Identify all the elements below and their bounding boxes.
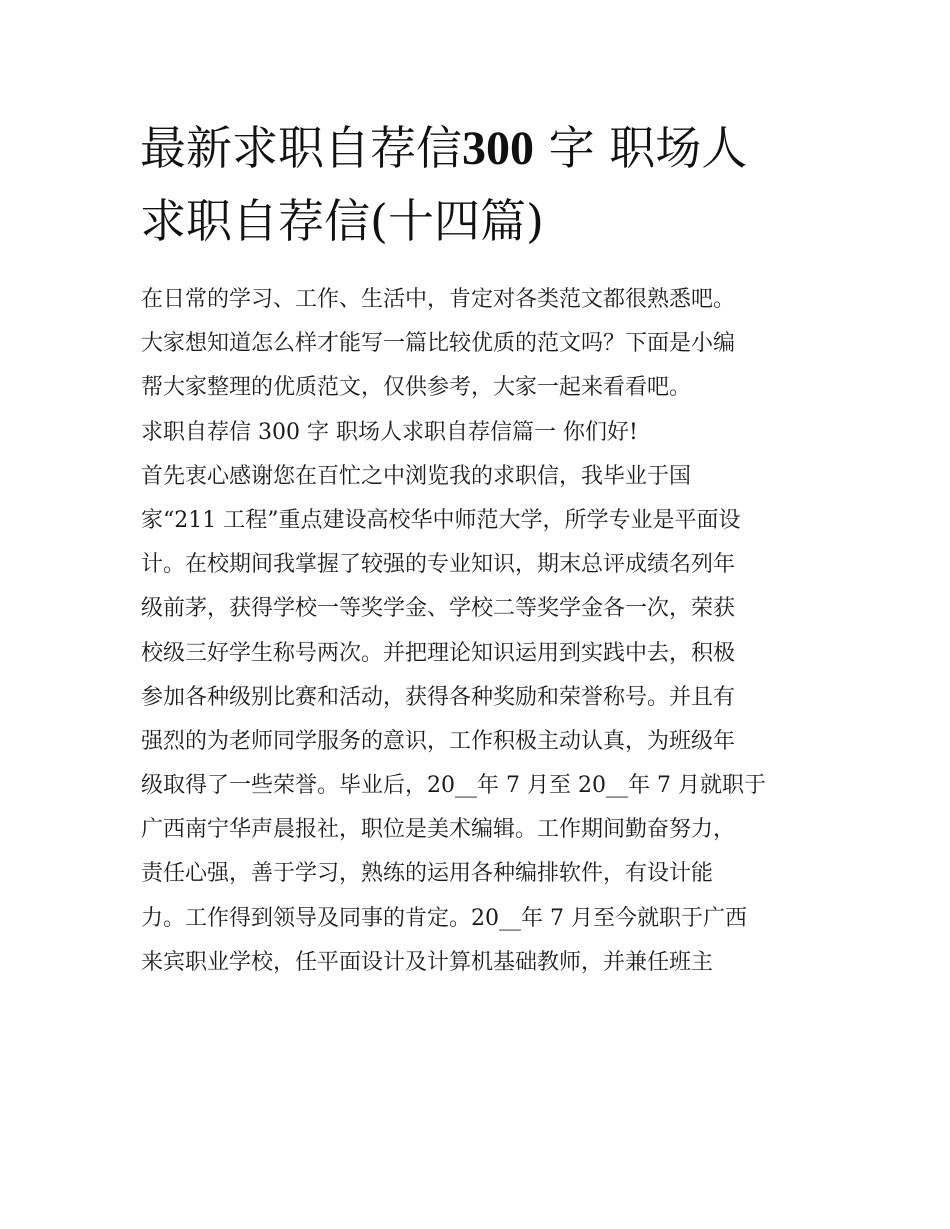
body-line: 级前茅，获得学校一等奖学金、学校二等奖学金各一次，荣获 xyxy=(141,596,736,622)
body-line: 首先衷心感谢您在百忙之中浏览我的求职信，我毕业于国 xyxy=(141,463,692,489)
body-line: 强烈的为老师同学服务的意识，工作积极主动认真，为班级年 xyxy=(141,728,736,754)
body-line: 来宾职业学校，任平面设计及计算机基础教师，并兼任班主 xyxy=(141,949,714,975)
body-line: 大家想知道怎么样才能写一篇比较优质的范文吗？下面是小编 xyxy=(141,331,736,357)
body-line: 在日常的学习、工作、生活中，肯定对各类范文都很熟悉吧。 xyxy=(141,287,736,312)
title-line-1-part-2: 字 职场人 xyxy=(534,121,748,175)
body-line: 责任心强，善于学习，熟练的运用各种编排软件，有设计能 xyxy=(141,861,714,887)
body-line: 家“211 工程”重点建设高校华中师范大学，所学专业是平面设 xyxy=(141,507,741,533)
body-line: 参加各种级别比赛和活动，获得各种奖励和荣誉称号。并且有 xyxy=(141,684,736,710)
body-line: 级取得了一些荣誉。毕业后，20__年 7 月至 20__年 7 月就职于 xyxy=(141,773,766,799)
body-line: 广西南宁华声晨报社，职位是美术编辑。工作期间勤奋努力， xyxy=(141,817,736,843)
body-line: 校级三好学生称号两次。并把理论知识运用到实践中去，积极 xyxy=(141,640,736,666)
title-line-2: 求职自荐信(十四篇) xyxy=(140,194,544,248)
body-line: 计。在校期间我掌握了较强的专业知识，期末总评成绩名列年 xyxy=(141,552,736,578)
document-body xyxy=(141,278,831,985)
section-heading-line: 求职自荐信 300 字 职场人求职自荐信篇一 你们好! xyxy=(141,419,638,445)
body-line: 力。工作得到领导及同事的肯定。20__年 7 月至今就职于广西 xyxy=(141,905,747,931)
title-line-1-part-1: 最新求职自荐信 xyxy=(140,121,462,175)
title-line-1-number: 300 xyxy=(462,122,534,175)
title-line-1 xyxy=(140,112,820,185)
body-line: 帮大家整理的优质范文，仅供参考，大家一起来看看吧。 xyxy=(141,375,692,401)
document-title xyxy=(140,112,820,258)
